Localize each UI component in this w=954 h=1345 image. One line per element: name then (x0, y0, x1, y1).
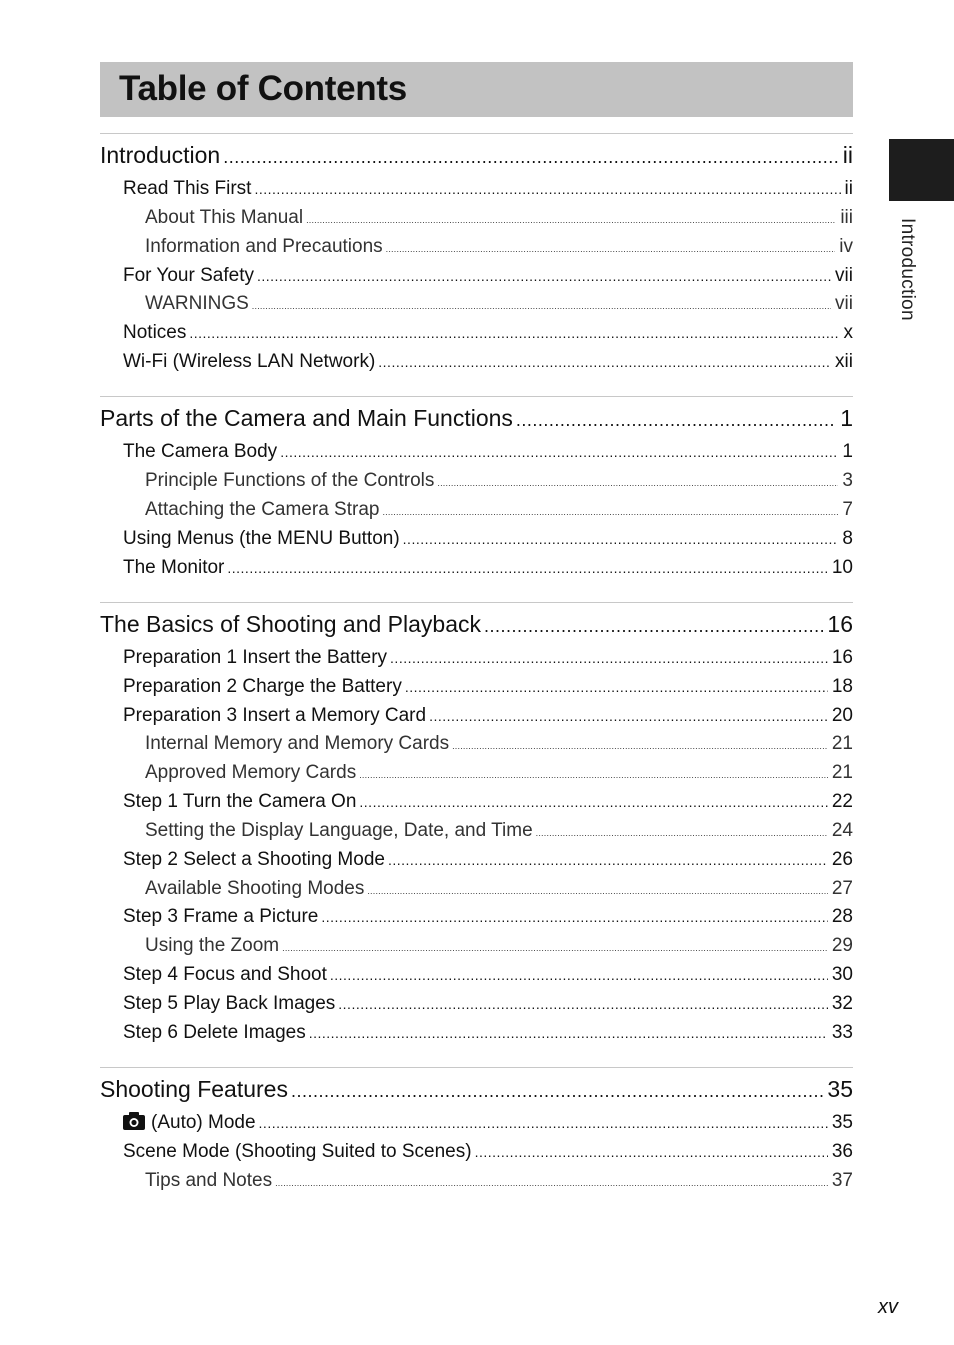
dot-leader (516, 402, 836, 436)
toc-page: 8 (842, 528, 853, 549)
dot-leader (536, 818, 828, 846)
toc-page: 7 (842, 499, 853, 520)
dot-leader (275, 1168, 828, 1196)
toc-label: Principle Functions of the Controls (145, 470, 435, 491)
dot-leader (405, 674, 828, 700)
toc-page: x (843, 322, 853, 343)
toc-page: 32 (831, 993, 853, 1014)
toc-page: 35 (827, 1076, 853, 1102)
dot-leader (484, 608, 823, 642)
dot-leader (359, 789, 827, 815)
toc-page: xii (835, 351, 853, 372)
toc-entry[interactable] (123, 555, 853, 581)
dot-leader (280, 439, 838, 465)
camera-icon (123, 1112, 145, 1130)
toc-entry[interactable] (123, 439, 853, 465)
toc-entry[interactable] (123, 962, 853, 988)
dot-leader (452, 731, 828, 759)
toc-section-parts-of-camera[interactable] (100, 402, 853, 434)
toc-entry[interactable] (123, 904, 853, 930)
toc-label (123, 1110, 256, 1136)
toc-page: 37 (831, 1170, 853, 1191)
dot-leader (367, 876, 828, 904)
dot-leader (475, 1139, 828, 1165)
toc-label: Scene Mode (Shooting Suited to Scenes) (123, 1141, 472, 1162)
toc-page: iii (840, 207, 853, 228)
section-tab-marker (889, 139, 954, 201)
page-number: xv (878, 1296, 898, 1318)
toc-entry[interactable] (123, 526, 853, 552)
toc-label: Internal Memory and Memory Cards (145, 733, 450, 754)
toc-entry[interactable] (123, 789, 853, 815)
toc-subentry[interactable] (145, 731, 853, 757)
toc-page: 18 (831, 676, 853, 697)
dot-leader (259, 1110, 828, 1136)
section-divider (100, 133, 853, 134)
toc-subentry[interactable] (145, 876, 853, 902)
dot-leader (254, 176, 840, 202)
toc-label: Wi-Fi (Wireless LAN Network) (123, 351, 376, 372)
toc-subentry[interactable] (145, 1168, 853, 1194)
toc-label: The Monitor (123, 557, 225, 578)
toc-label: Step 4 Focus and Shoot (123, 964, 327, 985)
dot-leader (359, 760, 828, 788)
toc-subentry[interactable] (145, 205, 853, 231)
toc-label: Setting the Display Language, Date, and Time (145, 820, 533, 841)
toc-label: Tips and Notes (145, 1170, 273, 1191)
toc-label: Using the Zoom (145, 935, 280, 956)
dot-leader (227, 555, 827, 581)
toc-page: 21 (831, 762, 853, 783)
toc-entry[interactable] (123, 1110, 853, 1136)
toc-label: Parts of the Camera and Main Functions (100, 405, 513, 431)
toc-entry[interactable] (123, 991, 853, 1017)
toc-label-text: (Auto) Mode (151, 1112, 256, 1133)
dot-leader (291, 1073, 823, 1107)
dot-leader (403, 526, 839, 552)
toc-page: 3 (842, 470, 853, 491)
toc-section-basics[interactable] (100, 608, 853, 640)
toc-label: Step 1 Turn the Camera On (123, 791, 357, 812)
toc-label: Step 2 Select a Shooting Mode (123, 849, 385, 870)
toc-subentry[interactable] (145, 468, 853, 494)
toc-label: Shooting Features (100, 1076, 288, 1102)
dot-leader (390, 645, 828, 671)
toc-subentry[interactable] (145, 497, 853, 523)
toc-entry[interactable] (123, 1020, 853, 1046)
toc-page: 26 (831, 849, 853, 870)
toc-entry[interactable] (123, 349, 853, 375)
title-bar (100, 62, 853, 117)
toc-label: Read This First (123, 178, 252, 199)
toc-label: Available Shooting Modes (145, 878, 365, 899)
toc-label: Using Menus (the MENU Button) (123, 528, 400, 549)
dot-leader (429, 703, 828, 729)
toc-label: The Camera Body (123, 441, 278, 462)
section-tab-label: Introduction (897, 218, 918, 321)
dot-leader (252, 291, 831, 319)
dot-leader (257, 263, 831, 289)
toc-label: Preparation 2 Charge the Battery (123, 676, 402, 697)
toc-page: 27 (831, 878, 853, 899)
toc-label: Introduction (100, 142, 221, 168)
toc-page: iv (839, 236, 853, 257)
toc-label: WARNINGS (145, 293, 249, 314)
toc-subentry[interactable] (145, 760, 853, 786)
dot-leader (437, 468, 838, 496)
toc-entry[interactable] (123, 847, 853, 873)
dot-leader (386, 234, 836, 262)
toc-entry[interactable] (123, 674, 853, 700)
toc-entry[interactable] (123, 320, 853, 346)
toc-page: 16 (827, 611, 853, 637)
page-title: Table of Contents (119, 69, 407, 108)
toc-entry[interactable] (123, 176, 853, 202)
toc-page: ii (842, 142, 853, 168)
toc-label: Preparation 3 Insert a Memory Card (123, 705, 427, 726)
dot-leader (309, 1020, 828, 1046)
toc-entry[interactable] (123, 1139, 853, 1165)
toc-label: Notices (123, 322, 187, 343)
toc-page: 30 (831, 964, 853, 985)
toc-page: 22 (831, 791, 853, 812)
toc-page: 36 (831, 1141, 853, 1162)
dot-leader (282, 933, 828, 961)
toc-label: About This Manual (145, 207, 304, 228)
toc-label: Step 5 Play Back Images (123, 993, 336, 1014)
dot-leader (382, 497, 838, 525)
toc-page: 24 (831, 820, 853, 841)
dot-leader (338, 991, 828, 1017)
dot-leader (388, 847, 828, 873)
section-divider (100, 602, 853, 603)
toc-label: Attaching the Camera Strap (145, 499, 380, 520)
dot-leader (321, 904, 827, 930)
toc-label: Information and Precautions (145, 236, 383, 257)
dot-leader (330, 962, 828, 988)
dot-leader (378, 349, 831, 375)
toc-section-introduction[interactable] (100, 139, 853, 171)
toc-page: 16 (831, 647, 853, 668)
toc-page: 1 (842, 441, 853, 462)
toc-page: vii (835, 265, 853, 286)
section-divider (100, 1067, 853, 1068)
toc-label: Step 6 Delete Images (123, 1022, 306, 1043)
dot-leader (306, 205, 836, 233)
toc-page: 10 (831, 557, 853, 578)
toc-page: 29 (831, 935, 853, 956)
toc-page: 28 (831, 906, 853, 927)
toc-label: Approved Memory Cards (145, 762, 357, 783)
toc-subentry[interactable] (145, 234, 853, 260)
toc-page: 33 (831, 1022, 853, 1043)
toc-subentry[interactable] (145, 291, 853, 317)
toc-entry[interactable] (123, 263, 853, 289)
toc-page: 1 (840, 405, 853, 431)
toc-section-shooting-features[interactable] (100, 1073, 853, 1105)
toc-label: For Your Safety (123, 265, 254, 286)
toc-subentry[interactable] (145, 933, 853, 959)
toc-page: ii (844, 178, 853, 199)
toc-entry[interactable] (123, 645, 853, 671)
toc-page: 35 (831, 1112, 853, 1133)
toc-page: 21 (831, 733, 853, 754)
toc-subentry[interactable] (145, 818, 853, 844)
toc-page: vii (835, 293, 853, 314)
toc-page: 20 (831, 705, 853, 726)
dot-leader (189, 320, 839, 346)
section-divider (100, 396, 853, 397)
dot-leader (223, 139, 839, 173)
toc-label: The Basics of Shooting and Playback (100, 611, 482, 637)
toc-label: Step 3 Frame a Picture (123, 906, 319, 927)
toc-entry[interactable] (123, 703, 853, 729)
toc-label: Preparation 1 Insert the Battery (123, 647, 388, 668)
